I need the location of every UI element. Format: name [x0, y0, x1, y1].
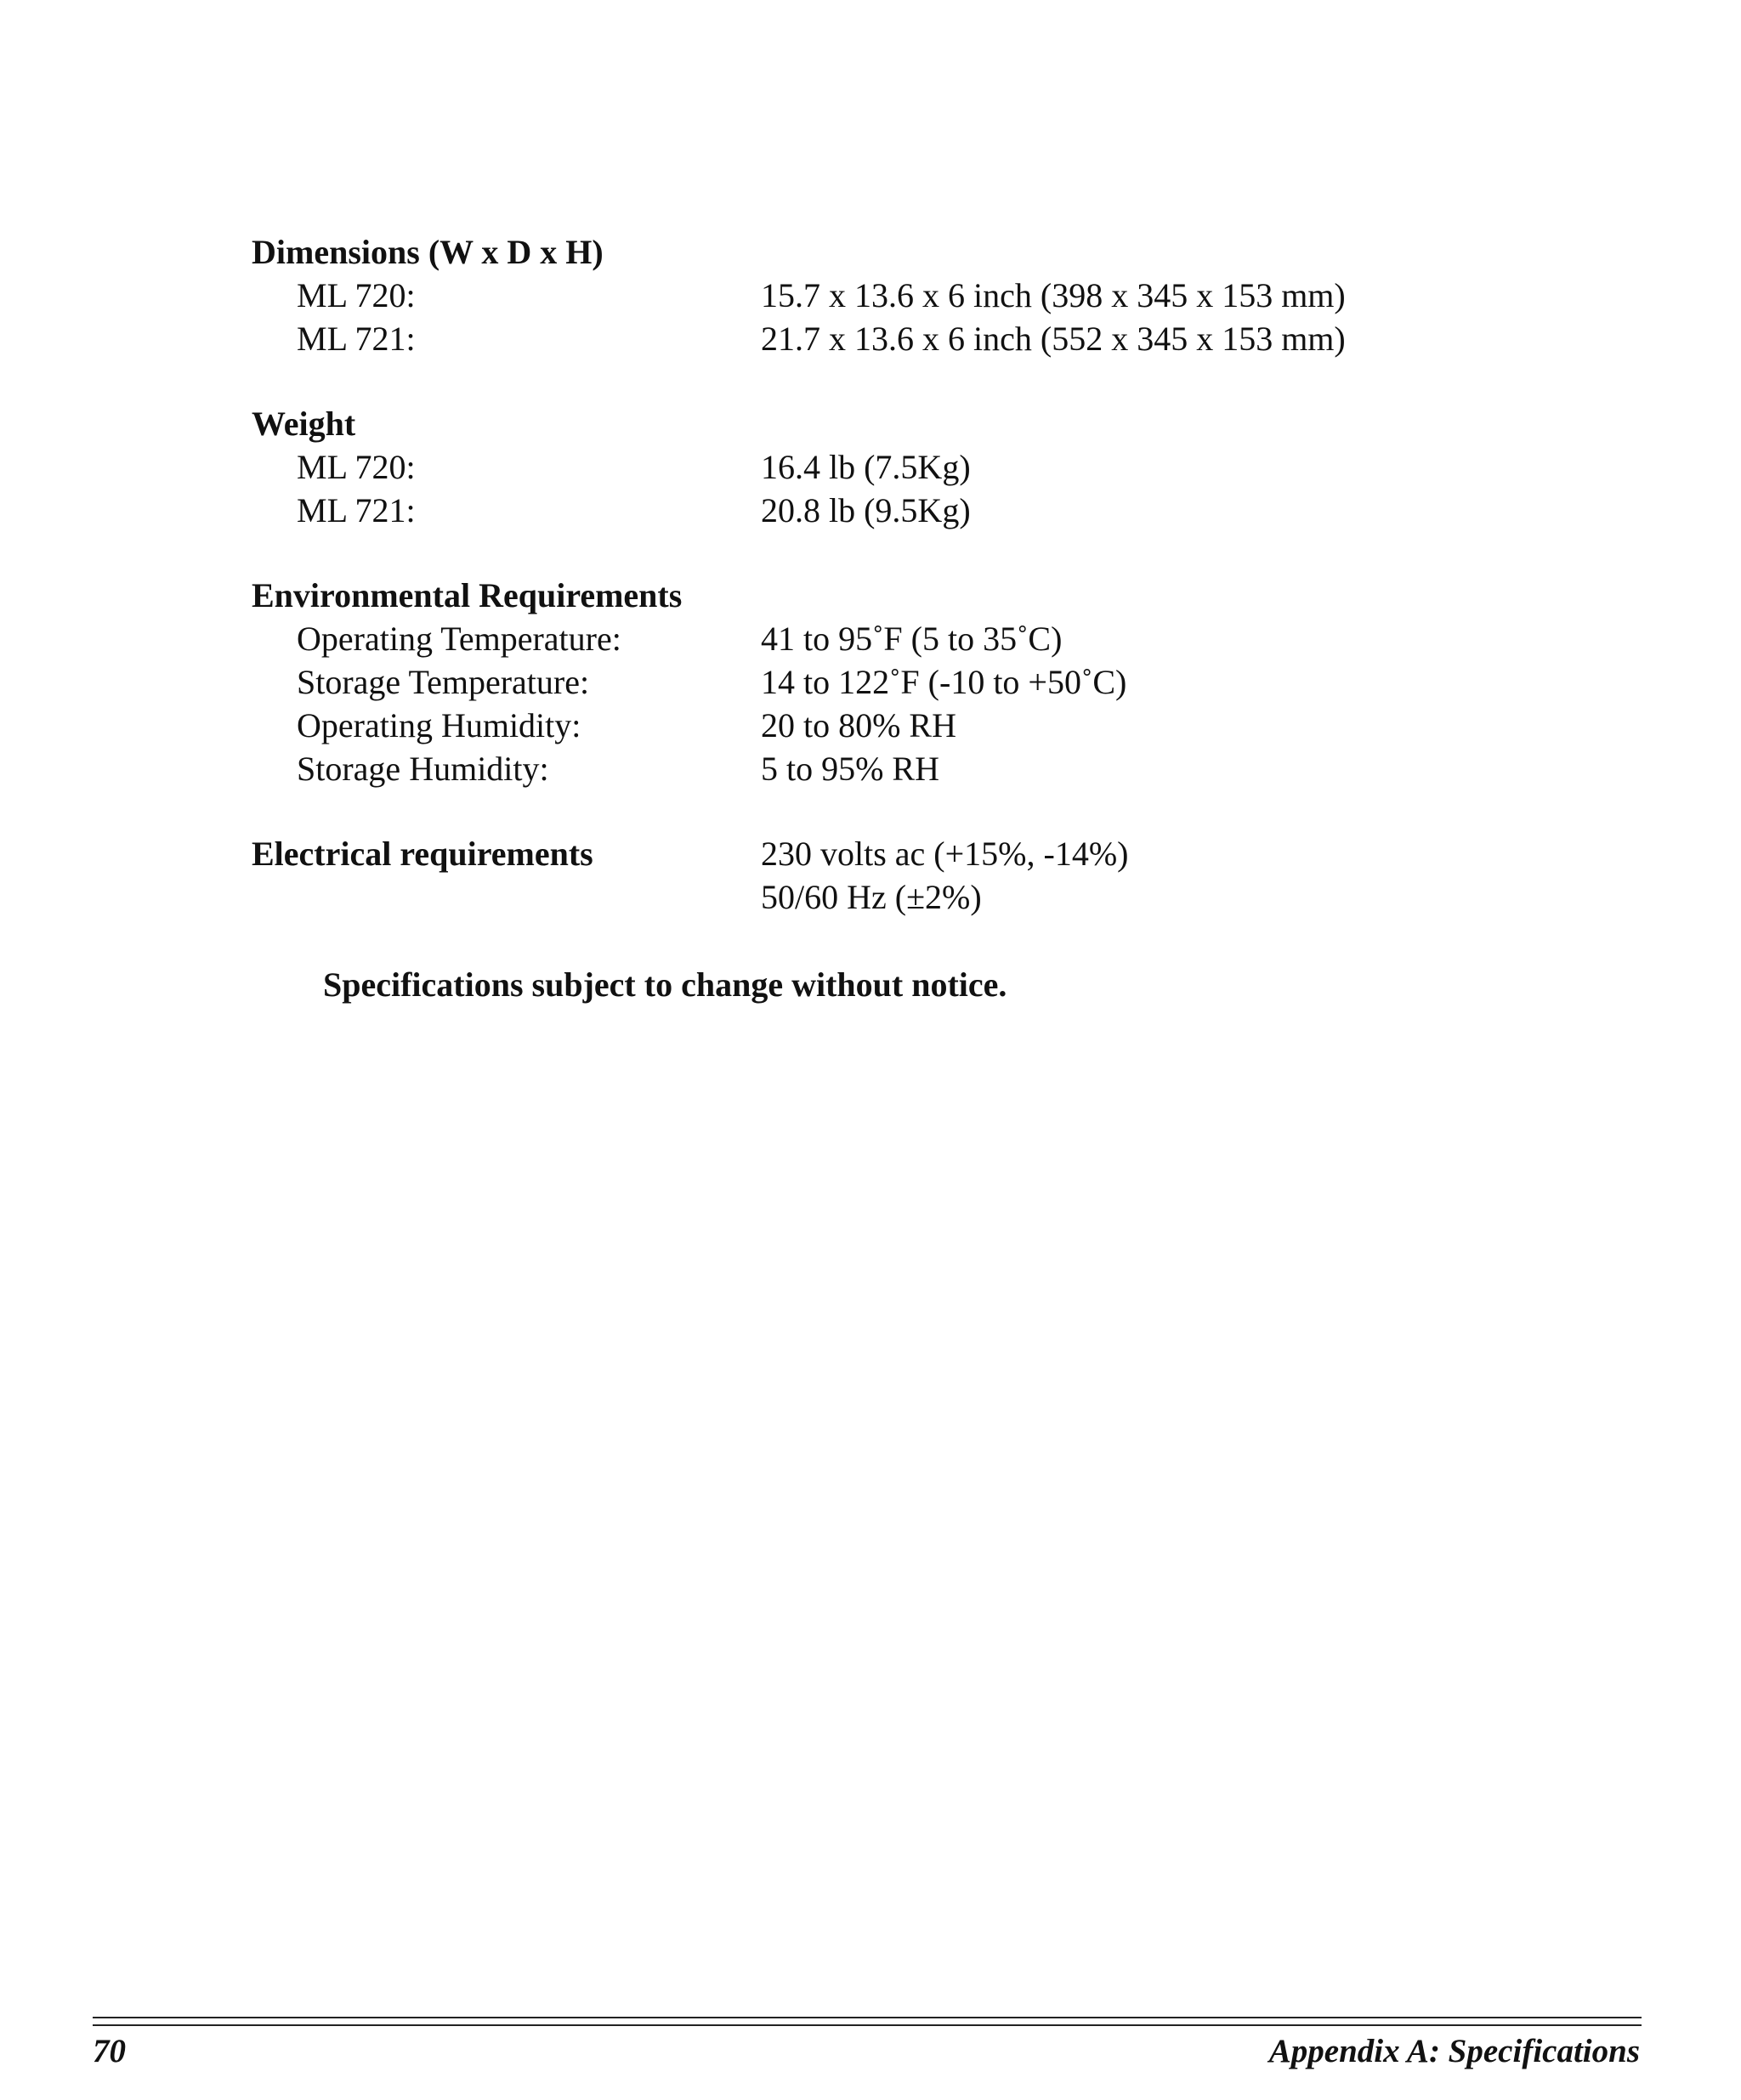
footer-divider-top	[93, 2017, 1642, 2018]
spec-value: 5 to 95% RH	[761, 750, 939, 788]
electrical-frequency-value: 50/60 Hz (±2%)	[761, 878, 982, 916]
spec-label: Storage Humidity:	[297, 750, 549, 788]
spec-value: 41 to 95˚F (5 to 35˚C)	[761, 620, 1063, 658]
spec-value: 16.4 lb (7.5Kg)	[761, 448, 971, 486]
spec-label: ML 721:	[297, 320, 416, 358]
spec-label: ML 721:	[297, 491, 416, 529]
spec-row	[252, 661, 1459, 705]
spec-row	[252, 705, 1459, 748]
spec-value: 21.7 x 13.6 x 6 inch (552 x 345 x 153 mm)	[761, 320, 1346, 358]
spec-row	[252, 446, 1459, 490]
dimensions-rows	[252, 275, 1459, 361]
spec-row	[252, 275, 1459, 318]
spec-value: 20.8 lb (9.5Kg)	[761, 491, 971, 529]
weight-rows	[252, 446, 1459, 533]
electrical-voltage-value: 230 volts ac (+15%, -14%)	[761, 835, 1129, 873]
spec-value: 14 to 122˚F (-10 to +50˚C)	[761, 663, 1127, 701]
spec-value: 20 to 80% RH	[761, 706, 956, 744]
footer-divider-bottom	[93, 2024, 1642, 2026]
section-title-electrical: Electrical requirements	[252, 835, 593, 873]
spec-label: ML 720:	[297, 276, 416, 314]
spec-label: Operating Humidity:	[297, 706, 581, 744]
spec-label: Operating Temperature:	[297, 620, 621, 658]
spec-label: Storage Temperature:	[297, 663, 590, 701]
footer-section-title: Appendix A: Specifications	[1268, 2033, 1640, 2069]
section-title-dimensions: Dimensions (W x D x H)	[252, 233, 604, 271]
environmental-rows	[252, 618, 1459, 791]
spec-row	[252, 748, 1459, 791]
spec-label: ML 720:	[297, 448, 416, 486]
section-title-weight: Weight	[252, 405, 356, 443]
section-title-environmental: Environmental Requirements	[252, 576, 683, 614]
specifications-notice: Specifications subject to change without notice.	[323, 965, 1007, 1004]
spec-row	[252, 490, 1459, 533]
spec-value: 15.7 x 13.6 x 6 inch (398 x 345 x 153 mm)	[761, 276, 1346, 314]
electrical-section	[252, 833, 1459, 926]
spec-row	[252, 318, 1459, 361]
page-number: 70	[93, 2033, 126, 2069]
spec-row	[252, 618, 1459, 661]
